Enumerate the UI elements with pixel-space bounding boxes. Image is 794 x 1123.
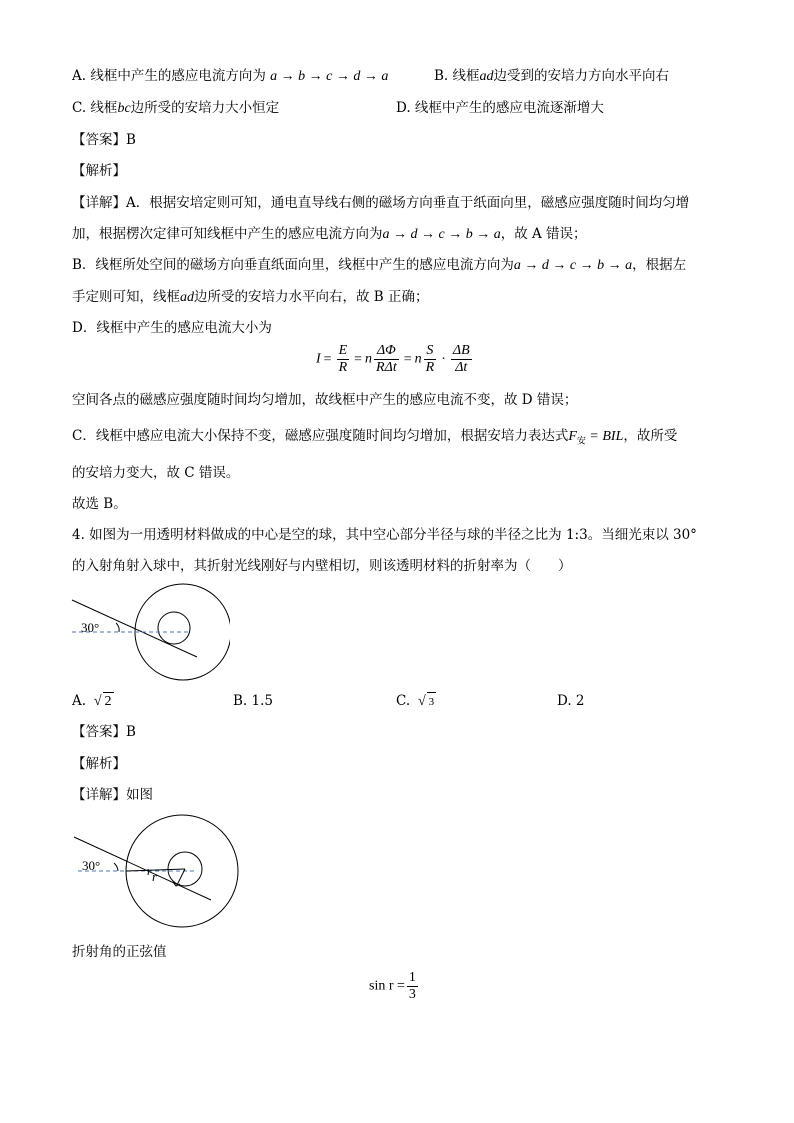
- q4-analysis-label: 【解析】: [72, 756, 126, 772]
- angle-arc: [116, 623, 119, 632]
- q3-option-a-path: a → b → c → d → a: [270, 69, 389, 84]
- q3-answer: 【答案】B: [72, 132, 136, 148]
- q4-detail: 【详解】如图: [72, 787, 153, 803]
- q4-figure-1: [70, 583, 230, 687]
- q3-detail-p5: D．线框中产生的感应电流大小为: [72, 320, 272, 336]
- q4-detail-p1: 折射角的正弦值: [72, 944, 167, 960]
- q4-option-d: D. 2: [557, 693, 585, 709]
- q4-stem-line2: 的入射角射入球中，其折射光线刚好与内壁相切，则该透明材料的折射率为（ ）: [72, 558, 572, 574]
- q3-option-d: D. 线框中产生的感应电流逐渐增大: [396, 100, 604, 116]
- inner-hollow: [158, 612, 190, 644]
- q3-detail-p7: C．线框中感应电流大小保持不变，磁感应强度随时间均匀增加，根据安培力表达式$F_安$ = BIL，故所受: [72, 428, 678, 447]
- q3-detail-p4: 手定则可知，线框ad边所受的安培力水平向右，故 B 正确；: [72, 289, 429, 305]
- q3-current-equation: I = $\frac{E}{R}$ = n $\frac{\Delta\Phi}{\text{RΔt}}$ = n $\frac{S}{R}$ · $\frac{\Delta B}{\Delta t}$: [316, 343, 470, 375]
- q4-answer: 【答案】B: [72, 724, 136, 740]
- q4-option-b: B. 1.5: [233, 693, 273, 709]
- q4-sin-equation: sin r = $\frac{1}{3}$: [369, 970, 416, 1002]
- q4-figure-2: [72, 813, 242, 935]
- q3-option-a: A. 线框中产生的感应电流方向为 a → b → c → d → a: [72, 68, 389, 84]
- q3-detail-p6: 空间各点的磁感应强度随时间均匀增加，故线框中产生的感应电流不变，故 D 错误；: [72, 392, 578, 408]
- angle-label: 30°: [81, 620, 100, 635]
- q4-stem-line1: 4. 如图为一用透明材料做成的中心是空的球，其中空心部分半径与球的半径之比为 1:3。当细光束以 30°: [72, 527, 697, 543]
- q3-detail-p2: 加，根据楞次定律可知线框中产生的感应电流方向为a → d → c → b → a，故 A 错误；: [72, 226, 587, 242]
- q3-detail-p9: 故选 B。: [72, 496, 127, 512]
- refraction-angle-label: r: [152, 869, 158, 884]
- q4-option-c: C. √ 3: [396, 693, 435, 709]
- angle-label: 30°: [82, 858, 101, 873]
- q3-detail-p8: 的安培力变大，故 C 错误。: [72, 465, 240, 481]
- angle-arc: [114, 863, 118, 871]
- q3-detail-p1: 【详解】A．根据安培定则可知，通电直导线右侧的磁场方向垂直于纸面向里，磁感应强度随时间均匀增: [72, 195, 690, 211]
- q3-analysis-label: 【解析】: [72, 163, 126, 179]
- q3-option-b: B. 线框ad边受到的安培力方向水平向右: [434, 68, 670, 84]
- q3-option-c: C. 线框bc边所受的安培力大小恒定: [72, 100, 280, 116]
- q3-detail-p3: B．线框所处空间的磁场方向垂直纸面向里，线框中产生的感应电流方向为a → d → c → b → a，根据左: [72, 257, 687, 273]
- q4-option-a: A. √ 2: [72, 693, 112, 709]
